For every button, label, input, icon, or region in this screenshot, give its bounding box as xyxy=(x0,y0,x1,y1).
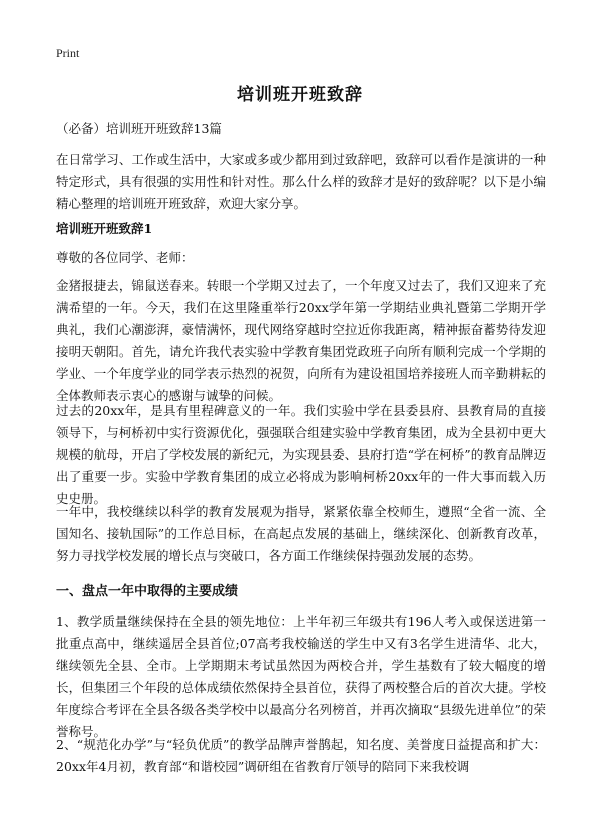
subtitle: （必备）培训班开班致辞13篇 xyxy=(56,121,222,136)
paragraph-2: 过去的20xx年，是具有里程碑意义的一年。我们实验中学在县委县府、县教育局的直接领导下，与柯桥初中实行资源优化，强强联合组建实验中学教育集团，成为全县初中更大规模的航母，开启了学校发展的新纪元，为实现县委、县府打造“学在柯桥”的教育品牌迈出了重要一步。实验中学教育集团的成立必将成为影响柯桥20xx年的一件大事而载入历史史册。 xyxy=(56,403,546,506)
page-title: 培训班开班致辞 xyxy=(237,85,363,105)
intro-paragraph: 在日常学习、工作或生活中，大家或多或少都用到过致辞吧，致辞可以看作是演讲的一种特定形式，具有很强的实用性和针对性。那么什么样的致辞才是好的致辞呢？以下是小编精心整理的培训班开班致辞，欢迎大家分享。 xyxy=(56,152,546,211)
paragraph-1: 金猪报捷去，锦鼠送春来。转眼一个学期又过去了，一个年度又过去了，我们又迎来了充满希望的一年。今天，我们在这里隆重举行20xx学年第一学期结业典礼暨第二学期开学典礼，我们心潮澎湃，豪情满怀，现代网络穿越时空拉近你我距离，精神振奋蓄势待发迎接明天朝阳。首先，请允许我代表实验中学教育集团党政班子向所有顺利完成一个学期的学业、一个年度学业的同学表示热烈的祝贺，向所有为建设祖国培养接班人而辛勤耕耘的全体教师表示衷心的感谢与诚挚的问候。 xyxy=(56,278,546,403)
greeting: 尊敬的各位同学、老师： xyxy=(56,250,194,265)
section-heading: 培训班开班致辞1 xyxy=(56,221,153,236)
paragraph-4: 1、教学质量继续保持在全县的领先地位：上半年初三年级共有196人考入或保送进第一批重点高中，继续遥居全县首位;07高考我校输送的学生中又有3名学生进清华、北大，继续领先全县、全市。上学期期末考试虽然因为两校合并，学生基数有了较大幅度的增长，但集团三个年段的总体成绩依然保持全县首位，获得了两校整合后的首次大捷。学校年度综合考评在全县各级各类学校中以最高分名列榜首，并再次摘取“县级先进单位”的荣誉称号。 xyxy=(56,614,546,739)
paragraph-3: 一年中，我校继续以科学的教育发展观为指导，紧紧依靠全校师生，遵照“全省一流、全国知名、接轨国际”的工作总目标，在高起点发展的基础上，继续深化、创新教育改革，努力寻找学校发展的增长点与突破口，各方面工作继续保持强劲发展的态势。 xyxy=(56,504,546,563)
print-link[interactable]: Print xyxy=(56,46,80,60)
paragraph-5: 2、“规范化办学”与“轻负优质”的教学品牌声誉鹊起，知名度、美誉度日益提高和扩大：20xx年4月初，教育部“和谐校园”调研组在省教育厅领导的陪同下来我校调 xyxy=(56,737,546,774)
subheading: 一、盘点一年中取得的主要成绩 xyxy=(56,584,239,599)
